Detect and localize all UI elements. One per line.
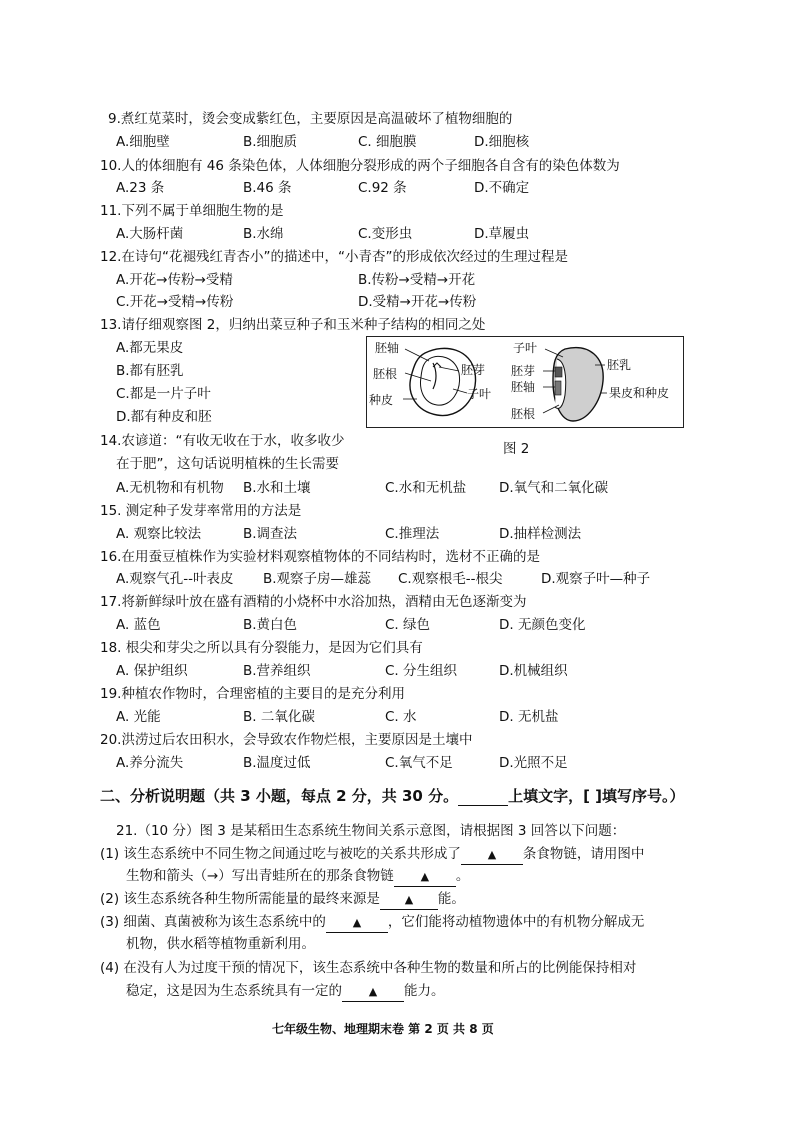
option: D.抽样检测法 [499, 526, 582, 542]
blank-mark-icon: ▲ [404, 893, 414, 906]
label-corn-plumule: 胚芽 [511, 364, 536, 378]
question-20: 20.洪涝过后农田积水，会导致农作物烂根，主要原因是土壤中 [100, 732, 473, 748]
label-corn-pericarp: 果皮和种皮 [609, 386, 670, 400]
q21-part-3-cont: 机物，供水稻等植物重新利用。 [126, 936, 315, 952]
blank-mark-icon: ▲ [487, 848, 497, 861]
option: C. 分生组织 [385, 663, 458, 679]
option: C.变形虫 [358, 226, 413, 242]
question-14: 14.农谚道：“有收无收在于水，收多收少 [100, 433, 345, 449]
q21-part-3: (3) 细菌、真菌被称为该生态系统中的 ▲ ，它们能将动植物遗体中的有机物分解成无 [100, 913, 644, 933]
option: C. 细胞膜 [358, 134, 417, 150]
option: A.细胞壁 [116, 134, 170, 150]
label-bean-cotyledon: 子叶 [467, 387, 492, 401]
q21-part-4-cont: 稳定，这是因为生态系统具有一定的 ▲ 能力。 [126, 982, 445, 1002]
option: A.观察气孔--叶表皮 [116, 571, 234, 587]
blank-mark-icon: ▲ [420, 870, 430, 883]
q21-part-4: (4) 在没有人为过度干预的情况下，该生态系统中各种生物的数量和所占的比例能保持相对 [100, 960, 637, 976]
figure-2-seed-diagram [366, 336, 684, 428]
option: B.水绵 [243, 226, 284, 242]
figure-2-caption: 图 2 [503, 441, 530, 457]
option: B.46 条 [243, 180, 292, 196]
option: B. 二氧化碳 [243, 709, 315, 725]
option: A.23 条 [116, 180, 165, 196]
option: C.开花→受精→传粉 [116, 294, 234, 310]
option: D. 无机盐 [499, 709, 559, 725]
option: B.都有胚乳 [116, 363, 184, 379]
option: C.观察根毛--根尖 [398, 571, 503, 587]
question-13: 13.请仔细观察图 2，归纳出菜豆种子和玉米种子结构的相同之处 [100, 317, 486, 333]
question-15: 15. 测定种子发芽率常用的方法是 [100, 503, 302, 519]
option: B.温度过低 [243, 755, 311, 771]
option: A. 蓝色 [116, 617, 161, 633]
question-21: 21.（10 分）图 3 是某稻田生态系统生物间关系示意图，请根据图 3 回答以下问题： [116, 823, 626, 839]
option: D.不确定 [474, 180, 530, 196]
option: D.受精→开花→传粉 [358, 294, 477, 310]
option: A.都无果皮 [116, 340, 184, 356]
option: C.推理法 [385, 526, 440, 542]
question-9: 9.煮红苋菜时，烫会变成紫红色，主要原因是高温破坏了植物细胞的 [108, 111, 513, 127]
option: A. 观察比较法 [116, 526, 202, 542]
option: B.观察子房—雄蕊 [263, 571, 372, 587]
option: A.无机物和有机物 [116, 480, 224, 496]
question-10: 10.人的体细胞有 46 条染色体，人体细胞分裂形成的两个子细胞各自含有的染色体数为 [100, 158, 620, 174]
option: B.黄白色 [243, 617, 298, 633]
question-18: 18. 根尖和芽尖之所以具有分裂能力，是因为它们具有 [100, 640, 423, 656]
question-19: 19.种植农作物时，合理密植的主要目的是充分利用 [100, 686, 405, 702]
option: D.观察子叶—种子 [541, 571, 651, 587]
option: C.水和无机盐 [385, 480, 467, 496]
option: D. 无颜色变化 [499, 617, 586, 633]
blank-mark-icon: ▲ [352, 916, 362, 929]
option: B.细胞质 [243, 134, 298, 150]
label-bean-plumule: 胚芽 [461, 363, 486, 377]
option: A. 保护组织 [116, 663, 188, 679]
label-corn-cotyledon: 子叶 [513, 341, 538, 355]
option: C. 绿色 [385, 617, 431, 633]
page-footer: 七年级生物、地理期末卷 第 2 页 共 8 页 [272, 1022, 494, 1036]
option: A.大肠杆菌 [116, 226, 184, 242]
option: B.水和土壤 [243, 480, 311, 496]
option: D.氧气和二氧化碳 [499, 480, 609, 496]
q21-part-1-cont: 生物和箭头（→）写出青蛙所在的那条食物链 ▲ 。 [126, 867, 469, 887]
option: A. 光能 [116, 709, 161, 725]
option: A.开花→传粉→受精 [116, 272, 233, 288]
option: D.光照不足 [499, 755, 568, 771]
option: C. 水 [385, 709, 417, 725]
question-17: 17.将新鲜绿叶放在盛有酒精的小烧杯中水浴加热，酒精由无色逐渐变为 [100, 594, 527, 610]
option: D.机械组织 [499, 663, 568, 679]
option: B.调查法 [243, 526, 298, 542]
section-2-heading: 二、分析说明题（共 3 小题，每点 2 分，共 30 分。 上填文字，[ ]填写序号。） [100, 787, 685, 805]
question-12: 12.在诗句“花褪残红青杏小”的描述中，“小青杏”的形成依次经过的生理过程是 [100, 249, 568, 265]
label-bean-seed-coat: 种皮 [369, 393, 394, 407]
question-14-cont: 在于肥”，这句话说明植株的生长需要 [116, 456, 339, 472]
q21-part-1: (1) 该生态系统中不同生物之间通过吃与被吃的关系共形成了 ▲ 条食物链，请用图中 [100, 845, 644, 865]
blank-mark-icon: ▲ [368, 985, 378, 998]
option: D.都有种皮和胚 [116, 409, 212, 425]
option: A.养分流失 [116, 755, 184, 771]
option: B.传粉→受精→开花 [358, 272, 476, 288]
option: D.草履虫 [474, 226, 530, 242]
option: D.细胞核 [474, 134, 530, 150]
question-16: 16.在用蚕豆植株作为实验材料观察植物体的不同结构时，选材不正确的是 [100, 549, 540, 565]
option: B.营养组织 [243, 663, 311, 679]
label-bean-hypocotyl: 胚轴 [375, 341, 400, 355]
label-corn-radicle: 胚根 [511, 407, 536, 421]
label-corn-hypocotyl: 胚轴 [511, 380, 536, 394]
option: C.92 条 [358, 180, 407, 196]
option: C.都是一片子叶 [116, 386, 211, 402]
option: C.氧气不足 [385, 755, 453, 771]
label-bean-radicle: 胚根 [373, 367, 398, 381]
label-corn-endosperm: 胚乳 [607, 358, 632, 372]
q21-part-2: (2) 该生态系统各种生物所需能量的最终来源是 ▲ 能。 [100, 890, 465, 910]
question-11: 11.下列不属于单细胞生物的是 [100, 203, 284, 219]
